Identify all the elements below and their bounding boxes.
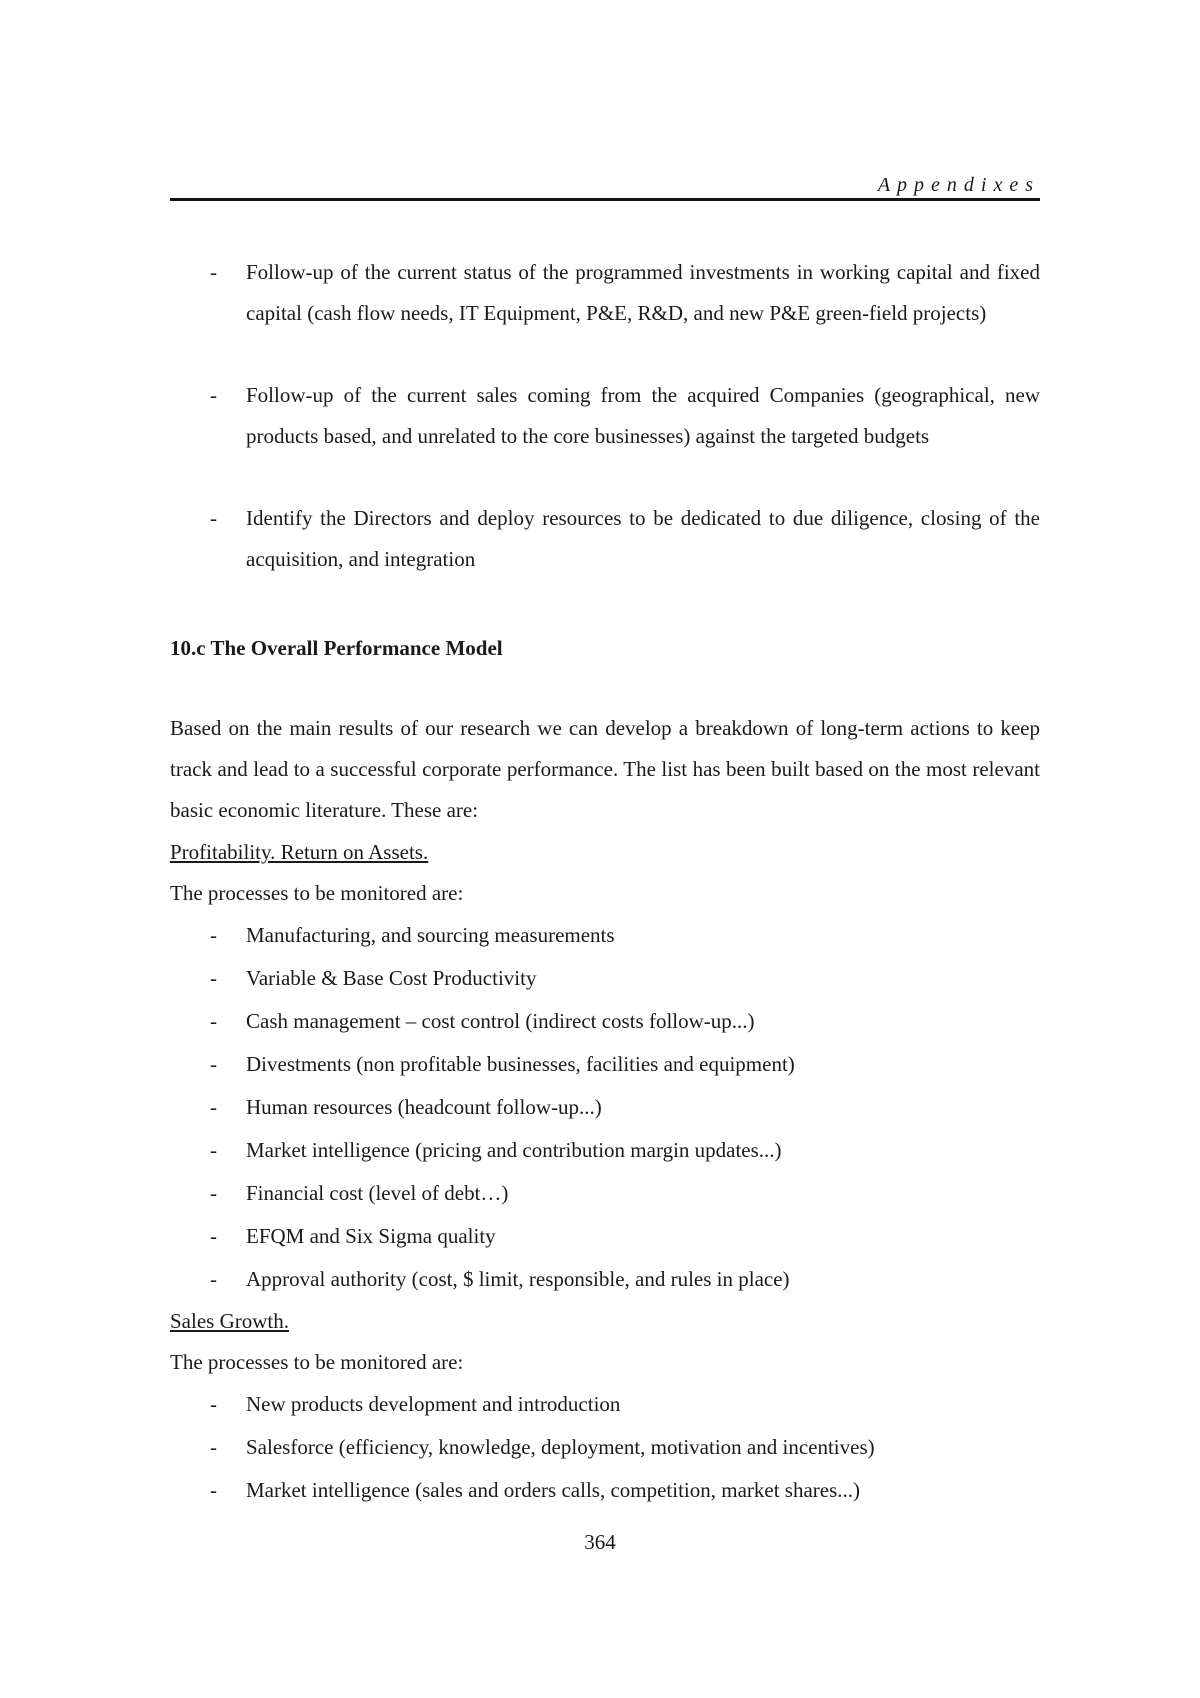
list-item-text: Human resources (headcount follow-up...)	[246, 1095, 602, 1119]
list-item	[170, 1044, 1040, 1085]
intro-paragraph: Based on the main results of our research we can develop a breakdown of long-term actions to keep track and lead to a successful corporate performance. The list has been built based on the most relevant basic economic literature. These are:	[170, 716, 1040, 822]
list-dash: -	[210, 383, 217, 407]
list-dash: -	[210, 260, 217, 284]
list-item	[170, 1001, 1040, 1042]
list-dash: -	[210, 1392, 217, 1416]
profitability-title: Profitability. Return on Assets.	[170, 840, 429, 864]
list-item-text: New products development and introduction	[246, 1392, 621, 1416]
list-item	[170, 498, 1040, 580]
list-dash: -	[210, 1009, 217, 1033]
list-item	[170, 1130, 1040, 1171]
list-item-text: Financial cost (level of debt…)	[246, 1181, 509, 1205]
list-item	[170, 915, 1040, 956]
list-item	[170, 1173, 1040, 1214]
list-item	[170, 375, 1040, 498]
list-item-text: Salesforce (efficiency, knowledge, deployment, motivation and incentives)	[246, 1435, 875, 1459]
list-dash: -	[210, 1435, 217, 1459]
list-dash: -	[210, 1095, 217, 1119]
list-item-text: Follow-up of the current sales coming from the acquired Companies (geographical, new products based, and unrelated to the core businesses) against the targeted budgets	[246, 383, 1040, 448]
list-item	[170, 1216, 1040, 1257]
list-item-text: Follow-up of the current status of the programmed investments in working capital and fixed capital (cash flow needs, IT Equipment, P&E, R&D, and new P&E green-field projects)	[246, 260, 1040, 325]
list-item-text: Market intelligence (pricing and contribution margin updates...)	[246, 1138, 782, 1162]
list-dash: -	[210, 1478, 217, 1502]
section-heading: 10.c The Overall Performance Model	[170, 636, 503, 660]
list-item-text: Manufacturing, and sourcing measurements	[246, 923, 615, 947]
list-dash: -	[210, 1267, 217, 1291]
profitability-lead: The processes to be monitored are:	[170, 881, 464, 905]
list-item-text: Divestments (non profitable businesses, facilities and equipment)	[246, 1052, 795, 1076]
list-item-text: Identify the Directors and deploy resources to be dedicated to due diligence, closing of the acquisition, and integration	[246, 506, 1040, 571]
list-dash: -	[210, 1181, 217, 1205]
list-item	[170, 1470, 1040, 1511]
page-number: 364	[584, 1530, 616, 1554]
list-dash: -	[210, 966, 217, 990]
list-dash: -	[210, 506, 217, 530]
list-item	[170, 252, 1040, 375]
list-dash: -	[210, 923, 217, 947]
list-item	[170, 1384, 1040, 1425]
sales-growth-lead: The processes to be monitored are:	[170, 1350, 464, 1374]
list-item	[170, 1427, 1040, 1468]
list-dash: -	[210, 1052, 217, 1076]
list-item-text: Market intelligence (sales and orders calls, competition, market shares...)	[246, 1478, 861, 1502]
running-head: Appendixes	[877, 174, 1040, 196]
list-item-text: Variable & Base Cost Productivity	[246, 966, 537, 990]
list-dash: -	[210, 1224, 217, 1248]
list-item	[170, 1259, 1040, 1300]
list-item	[170, 1087, 1040, 1128]
header-rule	[170, 198, 1040, 201]
list-item-text: Cash management – cost control (indirect costs follow-up...)	[246, 1009, 755, 1033]
sales-growth-title: Sales Growth.	[170, 1309, 289, 1333]
list-dash: -	[210, 1138, 217, 1162]
list-item-text: Approval authority (cost, $ limit, responsible, and rules in place)	[246, 1267, 790, 1291]
list-item-text: EFQM and Six Sigma quality	[246, 1224, 496, 1248]
list-item	[170, 958, 1040, 999]
